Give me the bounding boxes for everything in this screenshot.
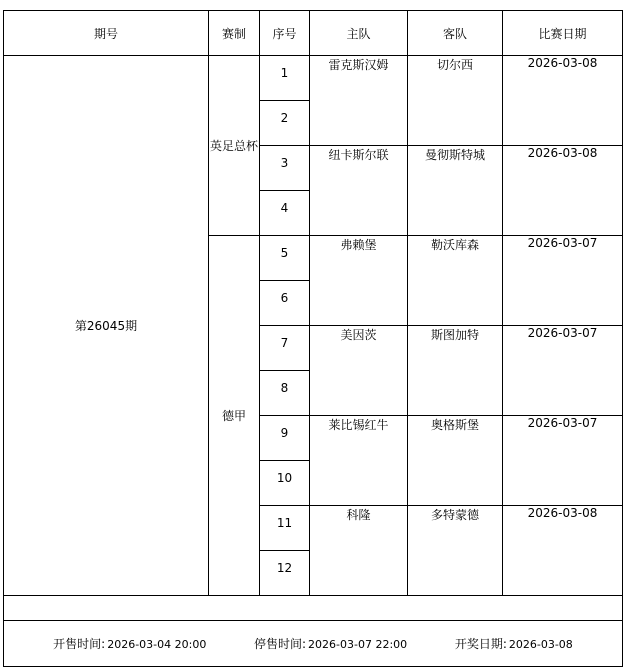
footer-cell — [4, 621, 623, 667]
match-date-cell: 2026-03-07 — [503, 236, 623, 326]
period-cell: 第26045期 — [4, 56, 209, 596]
draw-date-label: 开奖日期: — [454, 637, 507, 651]
seq-number: 3 — [280, 156, 289, 170]
seq-cell — [260, 146, 310, 191]
spacer-row — [4, 596, 623, 621]
sale-stop-info — [254, 635, 407, 652]
lottery-schedule-table — [3, 10, 623, 667]
table-row — [4, 56, 623, 101]
seq-cell — [260, 506, 310, 551]
seq-number: 11 — [276, 516, 293, 530]
seq-number: 12 — [276, 561, 293, 575]
header-away: 客队 — [408, 11, 503, 56]
draw-date-value: 2026-03-08 — [508, 638, 573, 651]
seq-number: 5 — [280, 246, 289, 260]
schedule-container — [3, 10, 623, 667]
sale-start-info — [53, 635, 206, 652]
match-date-cell: 2026-03-08 — [503, 506, 623, 596]
away-team-cell: 曼彻斯特城 — [408, 146, 503, 236]
blank-cell — [4, 596, 623, 621]
header-period: 期号 — [4, 11, 209, 56]
match-date-cell: 2026-03-08 — [503, 146, 623, 236]
sale-start-value: 2026-03-04 20:00 — [107, 638, 207, 651]
seq-cell — [260, 371, 310, 416]
seq-number: 9 — [280, 426, 289, 440]
seq-number: 1 — [280, 66, 289, 80]
header-date: 比赛日期 — [503, 11, 623, 56]
seq-number: 4 — [280, 201, 289, 215]
away-team-cell: 斯图加特 — [408, 326, 503, 416]
home-team-cell: 弗赖堡 — [310, 236, 408, 326]
seq-cell — [260, 416, 310, 461]
match-date-cell: 2026-03-08 — [503, 56, 623, 146]
match-date-cell: 2026-03-07 — [503, 416, 623, 506]
seq-number: 7 — [280, 336, 289, 350]
away-team-cell: 奥格斯堡 — [408, 416, 503, 506]
home-team-cell: 美因茨 — [310, 326, 408, 416]
away-team-cell: 勒沃库森 — [408, 236, 503, 326]
competition-cell: 英足总杯 — [209, 56, 260, 236]
competition-cell: 德甲 — [209, 236, 260, 596]
sale-stop-label: 停售时间: — [254, 637, 307, 651]
seq-cell — [260, 461, 310, 506]
away-team-cell: 多特蒙德 — [408, 506, 503, 596]
seq-cell — [260, 326, 310, 371]
seq-number: 10 — [276, 471, 293, 485]
home-team-cell: 科隆 — [310, 506, 408, 596]
seq-cell — [260, 101, 310, 146]
header-competition: 赛制 — [209, 11, 260, 56]
draw-date-info — [455, 635, 573, 652]
sale-start-label: 开售时间: — [53, 637, 106, 651]
header-row — [4, 11, 623, 56]
match-date-cell: 2026-03-07 — [503, 326, 623, 416]
home-team-cell: 莱比锡红牛 — [310, 416, 408, 506]
header-seq: 序号 — [260, 11, 310, 56]
seq-number: 8 — [280, 381, 289, 395]
sale-stop-value: 2026-03-07 22:00 — [308, 638, 408, 651]
seq-cell — [260, 551, 310, 596]
seq-number: 2 — [280, 111, 289, 125]
footer-row — [4, 621, 623, 667]
header-home: 主队 — [310, 11, 408, 56]
home-team-cell: 纽卡斯尔联 — [310, 146, 408, 236]
away-team-cell: 切尔西 — [408, 56, 503, 146]
home-team-cell: 雷克斯汉姆 — [310, 56, 408, 146]
seq-cell — [260, 236, 310, 281]
seq-number: 6 — [280, 291, 289, 305]
seq-cell — [260, 191, 310, 236]
seq-cell — [260, 56, 310, 101]
seq-cell — [260, 281, 310, 326]
